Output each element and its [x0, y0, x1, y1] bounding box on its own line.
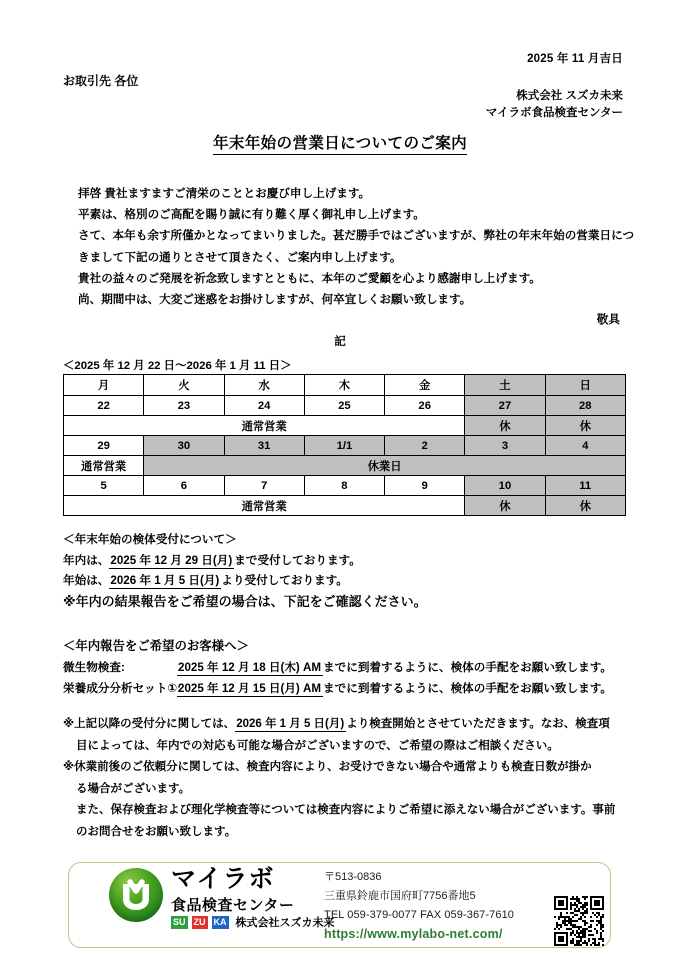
- calendar-date-cell: 29: [64, 436, 144, 456]
- closing-salutation: 敬具: [596, 313, 620, 326]
- calendar-status-cell: 休業日: [144, 456, 626, 476]
- calendar-date-cell: 24: [224, 396, 304, 416]
- calendar-period-label: ＜2025 年 12 月 22 日～2026 年 1 月 11 日＞: [63, 360, 292, 372]
- suzuka-badge-row: [171, 914, 335, 930]
- calendar-date-cell: 23: [144, 396, 224, 416]
- notice-remarks: [63, 714, 625, 843]
- calendar-status-cell: 通常営業: [64, 496, 465, 516]
- notice-yearend-heading: ＜年内報告をご希望のお客様へ＞: [63, 639, 249, 653]
- calendar-weekday-header: 日: [545, 375, 625, 396]
- badge-su: SU: [173, 916, 186, 927]
- line1-post: まで受付しております。: [234, 553, 361, 567]
- addressee-line: お取引先 各位: [63, 74, 139, 88]
- calendar-date-cell: 10: [465, 476, 545, 496]
- calendar-status-cell: 休: [465, 416, 545, 436]
- notice-yearend-row: [63, 678, 633, 699]
- tel-fax: TEL 059-379-0077 FAX 059-367-7610: [324, 909, 515, 921]
- calendar-weekday-header: 月: [64, 375, 144, 396]
- badge-company-suffix: 株式会社スズカ未来: [235, 917, 335, 929]
- calendar-date-cell: 7: [224, 476, 304, 496]
- calendar-date-cell: 25: [304, 396, 384, 416]
- row-text: までに到着するように、検体の手配をお願い致します。: [323, 661, 612, 674]
- badge-ka: KA: [213, 916, 227, 927]
- calendar-weekday-header: 水: [224, 375, 304, 396]
- calendar-status-cell: 通常営業: [64, 456, 144, 476]
- calendar-date-cell: 2: [385, 436, 465, 456]
- sender-company: 株式会社 スズカ未来: [516, 90, 623, 102]
- notice-yearend-row: [63, 657, 633, 678]
- greeting-line: きまして下記の通りとさせて頂きたく、ご案内申し上げます。: [78, 250, 402, 264]
- greeting-body: [78, 183, 635, 310]
- row-text: までに到着するように、検体の手配をお願い致します。: [323, 682, 612, 695]
- remark-line: のお問合せをお願い致します。: [76, 825, 237, 838]
- remark-line: [63, 714, 625, 736]
- calendar-weekday-header: 金: [385, 375, 465, 396]
- calendar-date-cell: 30: [144, 436, 224, 456]
- document-date: 2025 年 11 月吉日: [527, 53, 623, 65]
- line2-date: 2026 年 1 月 5 日(月): [110, 574, 220, 587]
- line1-date: 2025 年 12 月 29 日(月): [110, 553, 233, 567]
- remark-post: より検査開始とさせていただきます。なお、検査項: [346, 718, 610, 730]
- remark-line: また、保存検査および理化学検査等については検査内容によりご希望に添えない場合がございます。事前: [76, 804, 616, 816]
- remark-line: ※休業前後のご依頼分に関しては、検査内容により、お受けできない場合や通常よりも検査日数が掛か: [63, 761, 592, 773]
- ki-marker: 記: [334, 335, 346, 348]
- remark-pre: ※上記以降の受付分に関しては、: [63, 718, 236, 730]
- calendar-date-cell: 4: [545, 436, 625, 456]
- remark-line: る場合がございます。: [76, 782, 191, 795]
- calendar-table: [63, 374, 626, 516]
- logo-subtitle: 食品検査センター: [171, 897, 295, 914]
- street-address: 三重県鈴鹿市国府町7756番地5: [324, 890, 476, 902]
- calendar-status-row: [64, 416, 626, 436]
- qr-code-icon: [554, 896, 604, 946]
- row-label: 微生物検査:: [63, 661, 125, 674]
- calendar-status-cell: 休: [545, 496, 625, 516]
- calendar-status-cell: 通常営業: [64, 416, 465, 436]
- calendar-table-wrapper: [63, 374, 625, 516]
- calendar-date-cell: 9: [385, 476, 465, 496]
- notice-yearend-report: [63, 636, 633, 699]
- page-title: [0, 131, 680, 153]
- line2-pre: 年始は、: [63, 574, 110, 587]
- remark-line: 目によっては、年内での対応も可能な場合がございますので、ご希望の際はご相談ください。: [76, 739, 559, 752]
- calendar-date-cell: 26: [385, 396, 465, 416]
- row-date: 2025 年 12 月 18 日(木) AM: [178, 661, 322, 674]
- calendar-weekday-header: 火: [144, 375, 224, 396]
- greeting-line: 尚、期間中は、大変ご迷惑をお掛けしますが、何卒宜しくお願い致します。: [78, 293, 472, 307]
- calendar-date-row: [64, 436, 626, 456]
- calendar-status-cell: 休: [465, 496, 545, 516]
- calendar-date-cell: 28: [545, 396, 625, 416]
- contact-info-block: [324, 868, 514, 944]
- line2-post: より受付しております。: [221, 574, 348, 587]
- page-title-text: 年末年始の営業日についてのご案内: [213, 135, 467, 155]
- line1-pre: 年内は、: [63, 553, 110, 567]
- calendar-date-cell: 31: [224, 436, 304, 456]
- calendar-date-cell: 11: [545, 476, 625, 496]
- calendar-status-row: [64, 496, 626, 516]
- postal-code: 〒513-0836: [324, 871, 382, 883]
- calendar-date-cell: 8: [304, 476, 384, 496]
- greeting-line: さて、本年も余す所僅かとなってまいりました。甚だ勝手ではございますが、弊社の年末年始の営業日につ: [78, 229, 635, 243]
- website-url[interactable]: https://www.mylabo-net.com/: [324, 927, 503, 941]
- calendar-date-cell: 27: [465, 396, 545, 416]
- notice-reception: [63, 530, 623, 612]
- calendar-date-row: [64, 476, 626, 496]
- sender-division: マイラボ食品検査センター: [485, 107, 623, 119]
- calendar-weekday-header: 木: [304, 375, 384, 396]
- row-label: 栄養成分分析セット①:: [63, 682, 182, 695]
- row-date: 2025 年 12 月 15 日(月) AM: [178, 682, 322, 695]
- calendar-date-cell: 6: [144, 476, 224, 496]
- mylabo-logo-icon: [109, 868, 163, 922]
- greeting-line: 貴社の益々のご発展を祈念致しますとともに、本年のご愛顧を心より感謝申し上げます。: [78, 271, 541, 285]
- notice-reception-line1: [63, 551, 623, 572]
- calendar-status-row: [64, 456, 626, 476]
- calendar-date-cell: 22: [64, 396, 144, 416]
- logo-wordmark: マイラボ: [171, 865, 275, 893]
- calendar-date-cell: 3: [465, 436, 545, 456]
- greeting-line: 拝啓 貴社ますますご清栄のこととお慶び申し上げます。: [78, 187, 371, 200]
- calendar-status-cell: 休: [545, 416, 625, 436]
- badge-zu: ZU: [193, 916, 206, 927]
- footer-contact-card: [68, 862, 611, 948]
- calendar-header-row: [64, 375, 626, 396]
- calendar-date-row: [64, 396, 626, 416]
- notice-reception-heading: ＜年末年始の検体受付について＞: [63, 533, 237, 546]
- calendar-date-cell: 1/1: [304, 436, 384, 456]
- calendar-date-cell: 5: [64, 476, 144, 496]
- notice-reception-line2: [63, 571, 623, 592]
- notice-reception-line3: ※年内の結果報告をご希望の場合は、下記をご確認ください。: [63, 593, 427, 609]
- remark-date: 2026 年 1 月 5 日(月): [236, 718, 345, 730]
- sender-block: [486, 88, 623, 122]
- greeting-line: 平素は、格別のご高配を賜り誠に有り難く厚く御礼申し上げます。: [78, 208, 425, 222]
- calendar-weekday-header: 土: [465, 375, 545, 396]
